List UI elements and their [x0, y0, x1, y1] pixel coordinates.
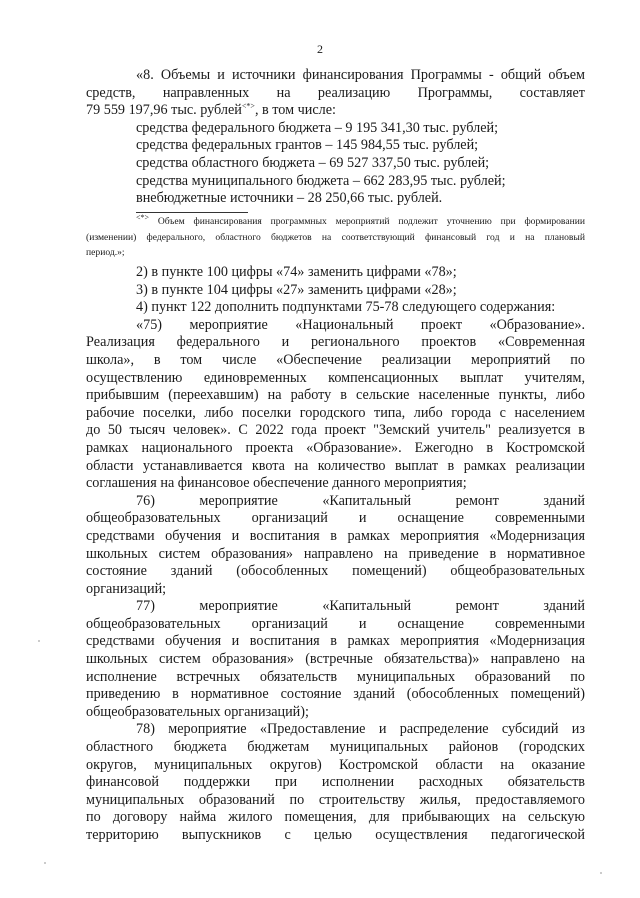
- amendment-item: 2) в пункте 100 цифры «74» заменить цифрами «78»;: [136, 264, 457, 280]
- subparagraph-78-line: финансовой поддержки при исполнении расходных обязательств: [86, 774, 585, 791]
- subparagraph-75-line: осуществлению единовременных компенсационных выплат учителям,: [86, 369, 585, 386]
- subparagraph-76-line: средствами обучения и воспитания в рамках мероприятия «Модернизация: [86, 527, 585, 544]
- subparagraph-76-line: общеобразовательных организаций и оснащение современными: [86, 510, 585, 527]
- footnote-line: <*> Объем финансирования программных мероприятий подлежит уточнению при формировании: [136, 212, 585, 227]
- subparagraph-77-line: приведению в нормативное состояние зданий (обособленных помещений): [86, 686, 585, 703]
- footnote-marker: <*>: [136, 212, 150, 222]
- subparagraph-78-line: округов, муниципальных округов) Костромской области на оказание: [86, 756, 585, 773]
- footnote-line: (изменении) федерального, областного бюджетов на соответствующий финансовый год и на плановый: [86, 231, 585, 243]
- subparagraph-78-line: территорию выпускников с целью осуществления педагогической: [86, 827, 585, 843]
- subparagraph-78-line: муниципальных образований по строительству жилья, предоставляемого: [86, 791, 585, 808]
- funding-item: средства федеральных грантов – 145 984,55 тыс. рублей;: [136, 137, 479, 154]
- subparagraph-75-line: Реализация федерального и регионального проектов «Современная: [86, 334, 585, 351]
- subparagraph-77-line: общеобразовательных организаций);: [86, 703, 309, 720]
- subparagraph-77-line: школьных систем образования» (встречные обязательства)» направлено на: [86, 651, 585, 668]
- footnote: [86, 214, 585, 261]
- subparagraph-75-line: рамках национального проекта «Образование». Ежегодно в Костромской: [86, 439, 585, 456]
- subparagraph-78-line: 78) мероприятие «Предоставление и распределение субсидий из: [136, 721, 585, 738]
- scan-speck: [38, 640, 40, 642]
- total-amount-line: [86, 102, 585, 120]
- paragraph-line: средств, направленных на реализацию Программы, составляет: [86, 84, 585, 101]
- paragraph-line: «8. Объемы и источники финансирования Программы - общий объем: [136, 67, 585, 83]
- funding-item: средства федерального бюджета – 9 195 341,30 тыс. рублей;: [136, 119, 499, 136]
- subparagraph-75-line: области устанавливается квота на количество выплат в рамках реализации: [86, 457, 585, 474]
- subparagraph-75-line: прибывшим (переехавшим) на работу в сельские населенные пункты, либо: [86, 387, 585, 404]
- scan-speck: [600, 872, 602, 874]
- subparagraph-76-line: школьных систем образования» направлено на приведение в нормативное: [86, 545, 585, 562]
- subparagraph-76-line: организаций;: [86, 580, 167, 597]
- section-8-block: [86, 67, 585, 208]
- funding-item: средства областного бюджета – 69 527 337,50 тыс. рублей;: [136, 154, 490, 171]
- subparagraph-76-line: 76) мероприятие «Капитальный ремонт зданий: [136, 492, 585, 509]
- footnote-marker: <*>: [241, 101, 255, 111]
- subparagraph-78-line: областного бюджета бюджетам муниципальных районов (городских: [86, 739, 585, 756]
- scan-speck: [44, 862, 46, 864]
- amendment-item: 4) пункт 122 дополнить подпунктами 75-78 следующего содержания:: [136, 299, 556, 316]
- amendments-block: [86, 264, 585, 845]
- subparagraph-75-line: «75) мероприятие «Национальный проект «Образование».: [136, 316, 585, 333]
- subparagraph-75-line: школа», в том числе «Обеспечение реализации мероприятий по: [86, 351, 585, 368]
- subparagraph-77-line: исполнение встречных обязательств муниципальных образований по: [86, 668, 585, 685]
- subparagraph-75-line: соглашения на финансовое обеспечение данного мероприятия;: [86, 475, 467, 492]
- footnote-line: период.»;: [86, 247, 125, 259]
- total-amount: 79 559 197,96 тыс. рублей: [86, 102, 242, 119]
- subparagraph-75-line: рабочие поселки, либо поселки городского типа, либо города с населением: [86, 404, 585, 421]
- funding-item: средства муниципального бюджета – 662 283,95 тыс. рублей;: [136, 172, 506, 189]
- total-amount-suffix: , в том числе:: [254, 102, 336, 119]
- subparagraph-78-line: по договору найма жилого помещения, для прибывающих на сельскую: [86, 809, 585, 826]
- page-number: 2: [317, 42, 323, 56]
- funding-item: внебюджетные источники – 28 250,66 тыс. рублей.: [136, 190, 443, 207]
- footnote-divider: [136, 212, 248, 213]
- subparagraph-77-line: 77) мероприятие «Капитальный ремонт зданий: [136, 598, 585, 615]
- subparagraph-77-line: общеобразовательных организаций и оснащение современными: [86, 615, 585, 632]
- subparagraph-75-line: до 50 тысяч человек». С 2022 года проект "Земский учитель" реализуется в: [86, 422, 585, 439]
- amendment-item: 3) в пункте 104 цифры «27» заменить цифрами «28»;: [136, 281, 457, 298]
- subparagraph-77-line: средствами обучения и воспитания в рамках мероприятия «Модернизация: [86, 633, 585, 650]
- subparagraph-76-line: состояние зданий (обособленных помещений) общеобразовательных: [86, 563, 585, 580]
